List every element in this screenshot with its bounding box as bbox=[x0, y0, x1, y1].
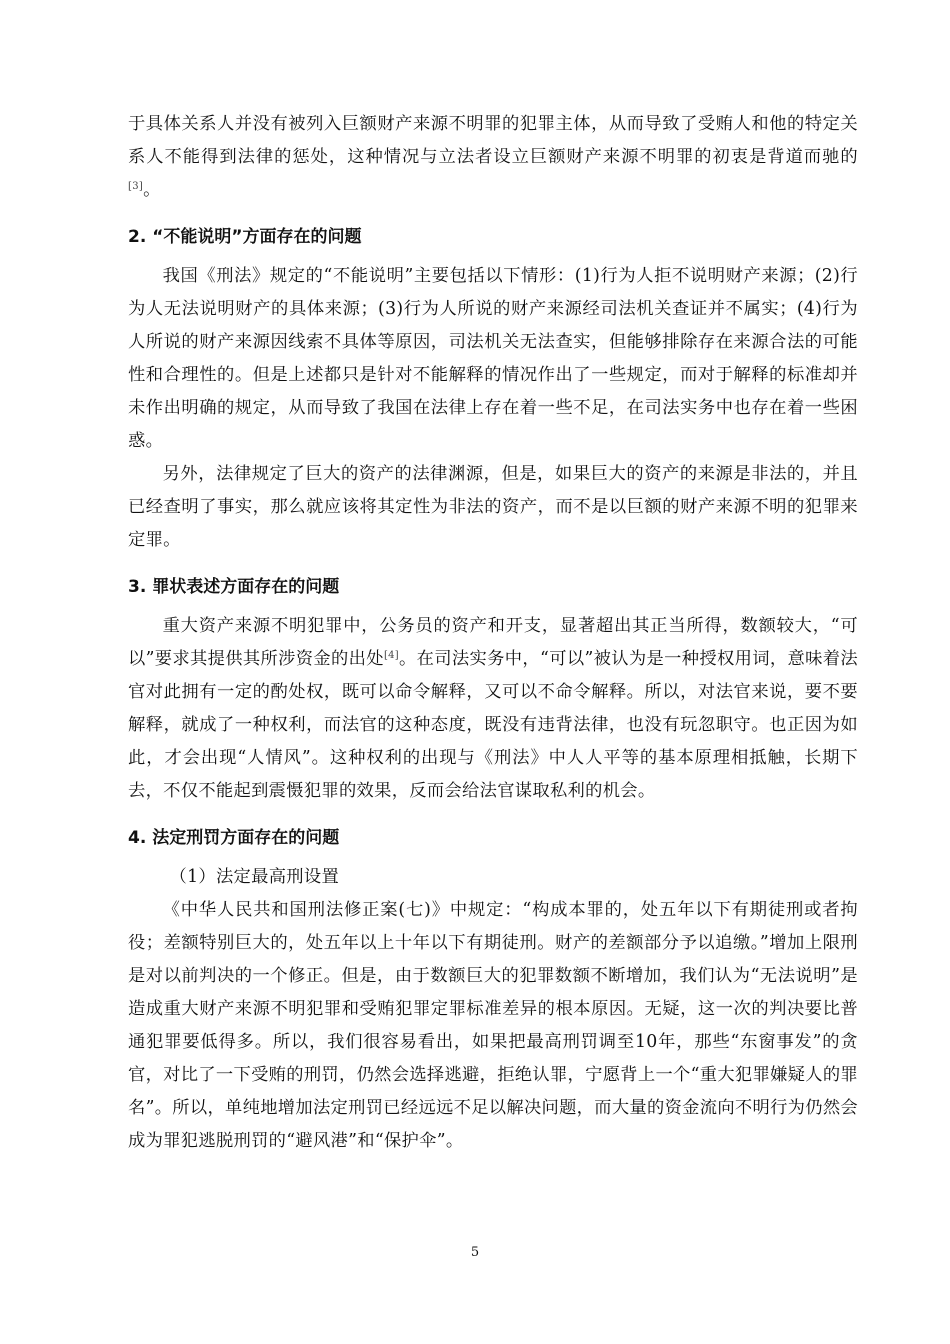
intro-paragraph bbox=[128, 108, 858, 207]
section-4-subheading: （1）法定最高刑设置 bbox=[169, 867, 340, 887]
section-3-text-b: 。在司法实务中，“可以”被认为是一种授权用词，意味着法官对此拥有一定的酌处权，既可以命令解释，又可以不命令解释。所以，对法官来说，要不要解释，就成了一种权利，而法官的这种态度，既没有违背法律，也没有玩忽职守。也正因为如此，才会出现“人情风”。这种权利的出现与《刑法》中人人平等的基本原理相抵触，长期下去，不仅不能起到震慑犯罪的效果，反而会给法官谋取私利的机会。 bbox=[128, 649, 858, 801]
intro-text: 于具体关系人并没有被列入巨额财产来源不明罪的犯罪主体，从而导致了受贿人和他的特定关系人不能得到法律的惩处，这种情况与立法者设立巨额财产来源不明罪的初衷是背道而驰的 bbox=[128, 114, 858, 167]
section-4-heading: 4. 法定刑罚方面存在的问题 bbox=[128, 828, 340, 848]
intro-tail: 。 bbox=[143, 180, 161, 200]
section-3-paragraph bbox=[128, 610, 858, 808]
section-2-paragraph-2: 另外，法律规定了巨大的资产的法律渊源，但是，如果巨大的资产的来源是非法的，并且已经查明了事实，那么就应该将其定性为非法的资产，而不是以巨额的财产来源不明的犯罪来定罪。 bbox=[128, 464, 858, 550]
citation-3[interactable]: [3] bbox=[128, 181, 144, 192]
section-3-heading: 3. 罪状表述方面存在的问题 bbox=[128, 577, 340, 597]
section-2-heading: 2. “不能说明”方面存在的问题 bbox=[128, 227, 362, 247]
citation-4[interactable]: [4] bbox=[383, 650, 400, 661]
document-page bbox=[128, 108, 858, 1158]
section-2-paragraph-1: 我国《刑法》规定的“不能说明”主要包括以下情形：(1)行为人拒不说明财产来源；(2)行为人无法说明财产的具体来源；(3)行为人所说的财产来源经司法机关查证并不属实；(4)行为人所说的财产来源因线索不具体等原因，司法机关无法查实，但能够排除存在来源合法的可能性和合理性的。但是上述都只是针对不能解释的情况作出了一些规定，而对于解释的标准却并未作出明确的规定，从而导致了我国在法律上存在着一些不足，在司法实务中也存在着一些困惑。 bbox=[128, 266, 858, 451]
section-3-text-a: 重大资产来源不明犯罪中，公务员的资产和开支，显著超出其正当所得，数额较大，“可以”要求其提供其所涉资金的出处 bbox=[128, 616, 858, 669]
section-4-paragraph-1: 《中华人民共和国刑法修正案(七)》中规定：“构成本罪的，处五年以下有期徒刑或者拘役；差额特别巨大的，处五年以上十年以下有期徒刑。财产的差额部分予以追缴。”增加上限刑是对以前判决的一个修正。但是，由于数额巨大的犯罪数额不断增加，我们认为“无法说明”是造成重大财产来源不明犯罪和受贿犯罪定罪标准差异的根本原因。无疑，这一次的判决要比普通犯罪要低得多。所以，我们很容易看出，如果把最高刑罚调至10年，那些“东窗事发”的贪官，对比了一下受贿的刑罚，仍然会选择逃避，拒绝认罪，宁愿背上一个“重大犯罪嫌疑人的罪名”。所以，单纯地增加法定刑罚已经远远不足以解决问题，而大量的资金流向不明行为仍然会成为罪犯逃脱刑罚的“避风港”和“保护伞”。 bbox=[128, 900, 858, 1151]
page-number: 5 bbox=[470, 1245, 480, 1260]
